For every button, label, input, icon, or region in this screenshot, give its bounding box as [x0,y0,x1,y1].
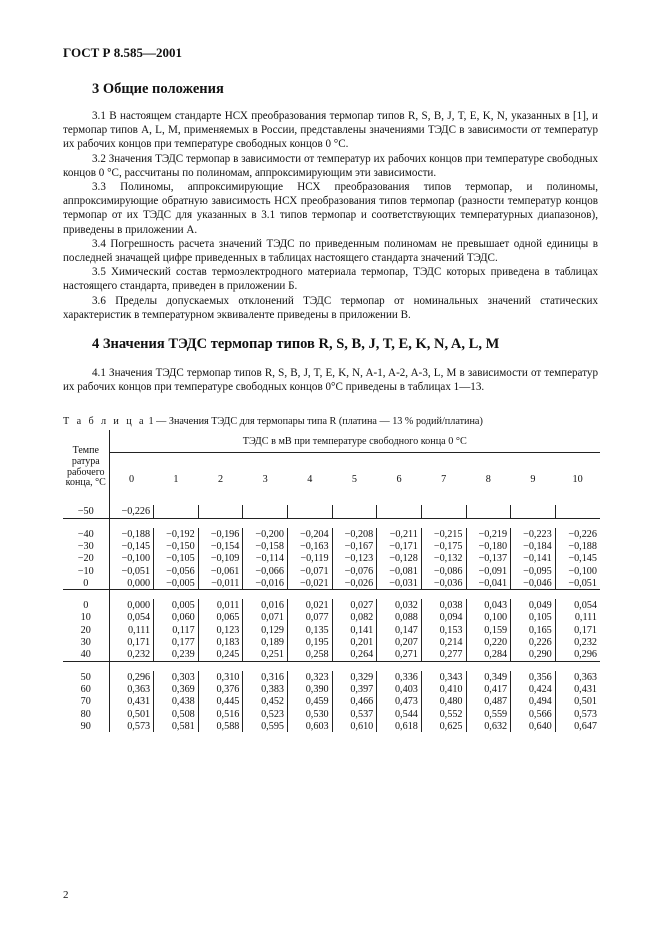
temperature-cell: 40 [63,649,109,662]
value-cell: 0,077 [288,612,333,624]
value-cell: −0,119 [288,553,333,565]
value-cell: −0,175 [421,540,466,552]
value-cell: 0,117 [154,624,199,636]
value-cell: 0,397 [332,683,377,695]
table-row [63,528,600,540]
section-4-title: 4 Значения ТЭДС термопар типов R, S, B, J, T, E, K, N, A, L, M [92,336,500,352]
value-cell: 0,049 [511,599,556,611]
table-row [63,624,600,636]
value-cell: 0,027 [332,599,377,611]
table-row [63,720,600,732]
value-cell: 0,552 [421,708,466,720]
value-cell: 0,625 [421,720,466,732]
value-cell: 0,183 [198,636,243,648]
value-cell: −0,066 [243,565,288,577]
paragraph-3-2: 3.2 Значения ТЭДС термопар в зависимости от температур их рабочих концов при температуре свободных концов 0 °С, рассчитаны по полиномам, аппроксимирующим эти зависимости. [63,152,598,179]
value-cell: −0,051 [109,565,154,577]
value-cell: 0,303 [154,671,199,683]
column-header: 3 [262,473,268,485]
value-cell: 0,595 [243,720,288,732]
value-cell: 0,501 [109,708,154,720]
value-cell: 0,343 [421,671,466,683]
value-cell: 0,588 [198,720,243,732]
table-header-row [63,430,600,453]
value-cell: −0,223 [511,528,556,540]
value-cell: −0,051 [555,577,600,590]
column-header: 0 [129,473,135,485]
column-header: 7 [441,473,447,485]
value-cell: −0,100 [109,553,154,565]
value-cell: 0,195 [288,636,333,648]
value-cell: 0,431 [555,683,600,695]
temperature-cell: 60 [63,683,109,695]
value-cell: 0,438 [154,696,199,708]
value-cell: 0,245 [198,649,243,662]
value-cell: −0,171 [377,540,422,552]
temperature-cell: 20 [63,624,109,636]
value-cell: 0,356 [511,671,556,683]
value-cell: −0,071 [288,565,333,577]
value-cell: 0,501 [555,696,600,708]
value-cell: 0,417 [466,683,511,695]
table-row [63,708,600,720]
temperature-cell: 50 [63,671,109,683]
value-cell: 0,403 [377,683,422,695]
value-cell: 0,618 [377,720,422,732]
paragraph-3-6: 3.6 Пределы допускаемых отклонений ТЭДС термопар от номинальных значений статических характеристик в температурном эквиваленте приведены в приложении В. [63,294,598,321]
value-cell: 0,537 [332,708,377,720]
temperature-cell: 0 [63,599,109,611]
value-cell: 0,159 [466,624,511,636]
value-cell: 0,530 [288,708,333,720]
value-cell: −0,056 [154,565,199,577]
column-header: 6 [396,473,402,485]
value-cell: 0,431 [109,696,154,708]
value-cell: −0,011 [198,577,243,590]
value-cell: 0,473 [377,696,422,708]
value-cell: 0,100 [466,612,511,624]
value-cell: 0,329 [332,671,377,683]
column-header: 8 [485,473,491,485]
value-cell: 0,258 [288,649,333,662]
value-cell: 0,171 [109,636,154,648]
value-cell: −0,021 [288,577,333,590]
value-cell: −0,076 [332,565,377,577]
table-row [63,636,600,648]
value-cell: 0,581 [154,720,199,732]
value-cell: 0,603 [288,720,333,732]
value-cell: 0,573 [109,720,154,732]
paragraph-3-1: 3.1 В настоящем стандарте НСХ преобразования термопар типов R, S, B, J, T, E, K, N, указанных в [1], и термопар типов A, L, M, применяемых в России, представлены значениями ТЭДС в зависимости от температур их рабочих концов при температуре свободных концов 0 °С. [63,110,598,151]
value-cell: 0,005 [154,599,199,611]
value-cell: −0,188 [109,528,154,540]
column-header: 2 [218,473,224,485]
value-cell: −0,123 [332,553,377,565]
value-cell: 0,038 [421,599,466,611]
value-cell: 0,016 [243,599,288,611]
value-cell: 0,177 [154,636,199,648]
value-cell: −0,150 [154,540,199,552]
value-cell: 0,000 [109,577,154,590]
table-caption-text: 1 — Значения ТЭДС для термопары типа R (платина — 13 % родий/платина) [148,416,483,427]
value-cell: 0,088 [377,612,422,624]
value-cell: 0,452 [243,696,288,708]
value-cell: −0,184 [511,540,556,552]
value-cell: 0,054 [109,612,154,624]
temperature-cell: 0 [63,577,109,590]
table-row [63,553,600,565]
value-cell: 0,323 [288,671,333,683]
value-cell: 0,201 [332,636,377,648]
value-cell: −0,208 [332,528,377,540]
value-cell: 0,376 [198,683,243,695]
value-cell: −0,005 [154,577,199,590]
section-4-body [63,366,598,394]
value-cell: 0,290 [511,649,556,662]
value-cell: 0,516 [198,708,243,720]
table-row [63,649,600,662]
column-header: 5 [351,473,357,485]
temperature-cell: −30 [63,540,109,552]
value-cell: 0,065 [198,612,243,624]
value-cell: 0,123 [198,624,243,636]
value-cell: 0,141 [332,624,377,636]
value-cell: −0,219 [466,528,511,540]
value-cell: 0,445 [198,696,243,708]
value-cell: 0,508 [154,708,199,720]
value-cell: 0,105 [511,612,556,624]
temperature-cell: −50 [63,505,109,519]
paragraph-4-1: 4.1 Значения ТЭДС термопар типов R, S, B, J, T, E, K, N, A-1, A-2, A-3, L, M в зависимости от температур их рабочих концов при температуре свободных концов 0°С приведены в таблицах 1—13. [63,367,598,394]
paragraph-3-5: 3.5 Химический состав термоэлектродного материала термопар, ТЭДС которых приведена в таблицах настоящего стандарта, приведен в приложении Б. [63,266,598,293]
value-cell: 0,494 [511,696,556,708]
value-cell: 0,220 [466,636,511,648]
value-cell: 0,363 [555,671,600,683]
value-cell: 0,054 [555,599,600,611]
value-cell: 0,264 [332,649,377,662]
value-cell: −0,141 [511,553,556,565]
value-cell: −0,061 [198,565,243,577]
value-cell: −0,128 [377,553,422,565]
value-cell: −0,154 [198,540,243,552]
temperature-cell: 30 [63,636,109,648]
column-header: 9 [530,473,536,485]
value-cell: −0,095 [511,565,556,577]
value-cell: 0,111 [109,624,154,636]
value-cell: 0,043 [466,599,511,611]
value-cell: −0,114 [243,553,288,565]
value-cell: 0,011 [198,599,243,611]
table-caption-label: Т а б л и ц а [63,416,146,427]
value-cell: −0,036 [421,577,466,590]
value-cell: −0,226 [555,528,600,540]
table-row [63,577,600,590]
value-cell: −0,091 [466,565,511,577]
paragraph-3-4: 3.4 Погрешность расчета значений ТЭДС по приведенным полиномам не превышает одной единицы в последней значащей цифре приведенных в таблицах настоящего стандарта значений ТЭДС. [63,237,598,265]
spacer-row [63,519,600,529]
value-cell: 0,071 [243,612,288,624]
value-cell: −0,100 [555,565,600,577]
value-cell: −0,132 [421,553,466,565]
temperature-cell: −40 [63,528,109,540]
table-row [63,671,600,683]
value-cell: −0,204 [288,528,333,540]
section-3-title: 3 Общие положения [92,81,224,97]
value-cell: 0,369 [154,683,199,695]
table-row-first [63,505,600,519]
value-cell: 0,129 [243,624,288,636]
value-cell: −0,188 [555,540,600,552]
table-row [63,565,600,577]
table-row [63,612,600,624]
value-cell: 0,647 [555,720,600,732]
temperature-cell: 90 [63,720,109,732]
value-cell: 0,523 [243,708,288,720]
value-cell: 0,021 [288,599,333,611]
value-cell: −0,016 [243,577,288,590]
temperature-cell: 80 [63,708,109,720]
value-cell: 0,271 [377,649,422,662]
column-header: 1 [173,473,179,485]
value-cell: 0,610 [332,720,377,732]
document-id: ГОСТ Р 8.585—2001 [63,45,182,60]
value-cell: 0,284 [466,649,511,662]
value-cell: 0,060 [154,612,199,624]
value-cell: −0,163 [288,540,333,552]
value-cell: 0,094 [421,612,466,624]
value-cell: −0,046 [511,577,556,590]
table-caption [63,416,483,427]
value-cell: 0,239 [154,649,199,662]
value-cell: −0,158 [243,540,288,552]
table-row [63,540,600,552]
value-cell: 0,296 [109,671,154,683]
value-cell: 0,544 [377,708,422,720]
value-cell: 0,189 [243,636,288,648]
value-cell: 0,251 [243,649,288,662]
value-cell: −0,180 [466,540,511,552]
value-cell: 0,383 [243,683,288,695]
row-header-label: Темпе ратура рабочего конца, °С [63,430,109,505]
value-cell: 0,232 [109,649,154,662]
value-cell: 0,559 [466,708,511,720]
value-cell: 0,147 [377,624,422,636]
value-cell: 0,336 [377,671,422,683]
spacer-row [63,590,600,600]
value-cell: 0,310 [198,671,243,683]
top-header: ТЭДС в мВ при температуре свободного конца 0 °С [109,430,600,453]
value-cell: 0,566 [511,708,556,720]
paragraph-3-3: 3.3 Полиномы, аппроксимирующие НСХ преобразования типов термопар, и полиномы, аппроксимирующие обратную зависимость НСХ преобразования типов термопар (разности температур концов термопар от их ТЭДС для указанных в 3.1 типов термопар и соответствующих температурных диапазонов), приведены в приложении А. [63,181,598,236]
value-cell: 0,410 [421,683,466,695]
table-row [63,696,600,708]
value-cell: −0,196 [198,528,243,540]
value-cell: −0,226 [109,505,154,519]
value-cell: 0,226 [511,636,556,648]
value-cell: 0,135 [288,624,333,636]
section-3-body [63,109,598,322]
value-cell: −0,137 [466,553,511,565]
value-cell: 0,171 [555,624,600,636]
value-cell: 0,296 [555,649,600,662]
value-cell: −0,211 [377,528,422,540]
value-cell: −0,041 [466,577,511,590]
tedc-table [63,430,600,732]
value-cell: −0,109 [198,553,243,565]
value-cell: 0,153 [421,624,466,636]
value-cell: 0,032 [377,599,422,611]
value-cell: −0,145 [109,540,154,552]
value-cell: −0,215 [421,528,466,540]
value-cell: 0,424 [511,683,556,695]
value-cell: 0,316 [243,671,288,683]
temperature-cell: 10 [63,612,109,624]
value-cell: −0,026 [332,577,377,590]
value-cell: 0,349 [466,671,511,683]
value-cell: −0,192 [154,528,199,540]
value-cell: 0,480 [421,696,466,708]
spacer-row [63,661,600,671]
value-cell: 0,207 [377,636,422,648]
value-cell: −0,031 [377,577,422,590]
temperature-cell: −10 [63,565,109,577]
value-cell: −0,081 [377,565,422,577]
value-cell: −0,105 [154,553,199,565]
value-cell: 0,363 [109,683,154,695]
value-cell: 0,487 [466,696,511,708]
column-numbers-row [63,453,600,506]
value-cell: 0,277 [421,649,466,662]
temperature-cell: −20 [63,553,109,565]
value-cell: 0,165 [511,624,556,636]
page-number: 2 [63,889,69,901]
value-cell: 0,573 [555,708,600,720]
value-cell: 0,390 [288,683,333,695]
value-cell: 0,466 [332,696,377,708]
value-cell: 0,214 [421,636,466,648]
value-cell: 0,232 [555,636,600,648]
value-cell: 0,640 [511,720,556,732]
column-header: 4 [307,473,313,485]
value-cell: 0,082 [332,612,377,624]
value-cell: −0,086 [421,565,466,577]
value-cell: −0,200 [243,528,288,540]
value-cell: −0,145 [555,553,600,565]
column-header: 10 [572,473,583,485]
table-row [63,683,600,695]
table-row [63,599,600,611]
value-cell: 0,632 [466,720,511,732]
value-cell: 0,459 [288,696,333,708]
value-cell: −0,167 [332,540,377,552]
value-cell: 0,111 [555,612,600,624]
temperature-cell: 70 [63,696,109,708]
value-cell: 0,000 [109,599,154,611]
